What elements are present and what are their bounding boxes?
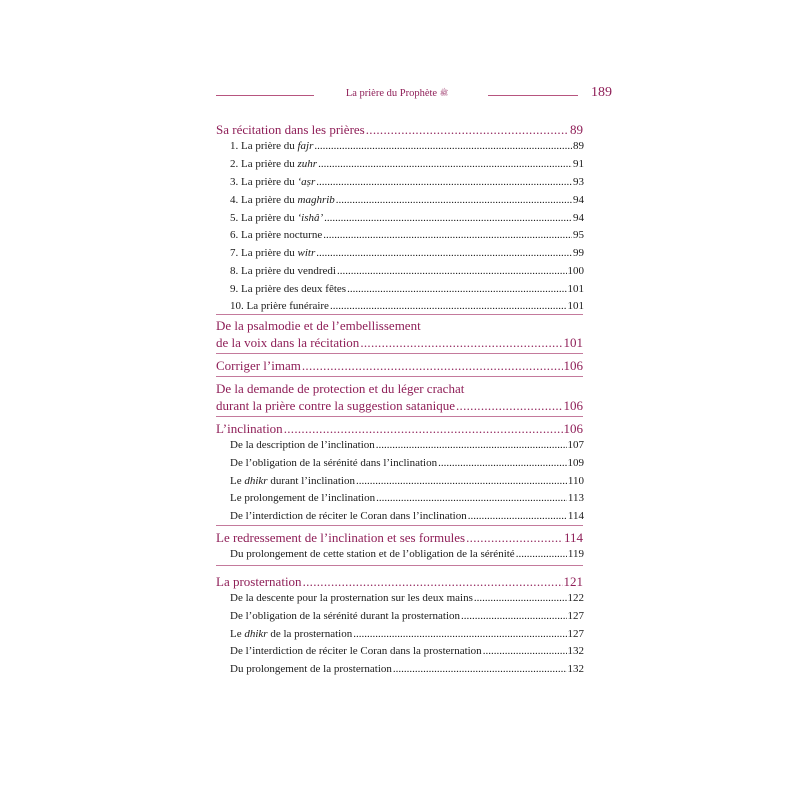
toc-section-prosternation[interactable]: La prosternation ..... 121 — [216, 574, 583, 590]
section-divider — [216, 416, 583, 417]
toc-entry-incl-dhikr[interactable]: Le dhikr durant l’inclination ..... 110 — [230, 475, 584, 487]
toc-entry-fajr[interactable]: 1. La prière du fajr ..... 89 — [230, 140, 584, 152]
toc-section-inclination[interactable]: L’inclination ..... 106 — [216, 421, 583, 437]
section-divider — [216, 353, 583, 354]
toc-entry-asr[interactable]: 3. La prière du ‘aṣr ..... 93 — [230, 176, 584, 188]
toc-entry-incl-interdiction[interactable]: De l’interdiction de réciter le Coran dans l’inclination ..... 114 — [230, 510, 584, 522]
toc-entry-witr[interactable]: 7. La prière du witr ..... 99 — [230, 247, 584, 259]
section-divider — [216, 314, 583, 315]
section-divider — [216, 376, 583, 377]
toc-section-protection-line1[interactable]: De la demande de protection et du léger crachat — [216, 381, 465, 396]
toc-section-psalmodie[interactable]: de la voix dans la récitation ..... 101 — [216, 335, 583, 351]
toc-section-psalmodie-line1[interactable]: De la psalmodie et de l’embellissement — [216, 318, 421, 333]
toc-entry-incl-serenite[interactable]: De l’obligation de la sérénité dans l’inclination ..... 109 — [230, 457, 584, 469]
toc-entry-nocturne[interactable]: 6. La prière nocturne ..... 95 — [230, 229, 584, 241]
toc-entry-pros-interdiction[interactable]: De l’interdiction de réciter le Coran dans la prosternation ..... 132 — [230, 645, 584, 657]
toc-entry-pros-descente[interactable]: De la descente pour la prosternation sur les deux mains ..... 122 — [230, 592, 584, 604]
toc-section-recitation[interactable]: Sa récitation dans les prières ..... 89 — [216, 122, 583, 138]
toc-section-redressement[interactable]: Le redressement de l’inclination et ses formules ..... 114 — [216, 530, 583, 546]
honorific-glyph: ﷺ — [439, 89, 449, 97]
section-divider — [216, 525, 583, 526]
header-rule-right — [488, 95, 578, 96]
toc-section-imam[interactable]: Corriger l’imam ..... 106 — [216, 358, 583, 374]
toc-entry-isha[interactable]: 5. La prière du ‘ishâ’ ..... 94 — [230, 212, 584, 224]
running-title: La prière du Prophète ﷺ — [345, 88, 449, 99]
toc-entry-fetes[interactable]: 9. La prière des deux fêtes ..... 101 — [230, 283, 584, 295]
toc-entry-pros-prolongement[interactable]: Du prolongement de la prosternation ..... 132 — [230, 663, 584, 675]
toc-entry-vendredi[interactable]: 8. La prière du vendredi ..... 100 — [230, 265, 584, 277]
toc-entry-incl-prolongement[interactable]: Le prolongement de l’inclination ..... 113 — [230, 492, 584, 504]
toc-entry-funeraire[interactable]: 10. La prière funéraire ..... 101 — [230, 300, 584, 312]
toc-entry-incl-description[interactable]: De la description de l’inclination ..... 107 — [230, 439, 584, 451]
page-number: 189 — [591, 85, 612, 100]
toc-entry-pros-dhikr[interactable]: Le dhikr de la prosternation ..... 127 — [230, 628, 584, 640]
running-header — [216, 85, 612, 108]
toc-entry-maghrib[interactable]: 4. La prière du maghrib ..... 94 — [230, 194, 584, 206]
toc-entry-redr-prolongement[interactable]: Du prolongement de cette station et de l’obligation de la sérénité ..... 119 — [230, 548, 584, 560]
toc-entry-pros-serenite[interactable]: De l’obligation de la sérénité durant la prosternation ..... 127 — [230, 610, 584, 622]
toc-section-protection[interactable]: durant la prière contre la suggestion satanique ..... 106 — [216, 398, 583, 414]
section-divider — [216, 565, 583, 566]
toc-entry-zuhr[interactable]: 2. La prière du zuhr ..... 91 — [230, 158, 584, 170]
